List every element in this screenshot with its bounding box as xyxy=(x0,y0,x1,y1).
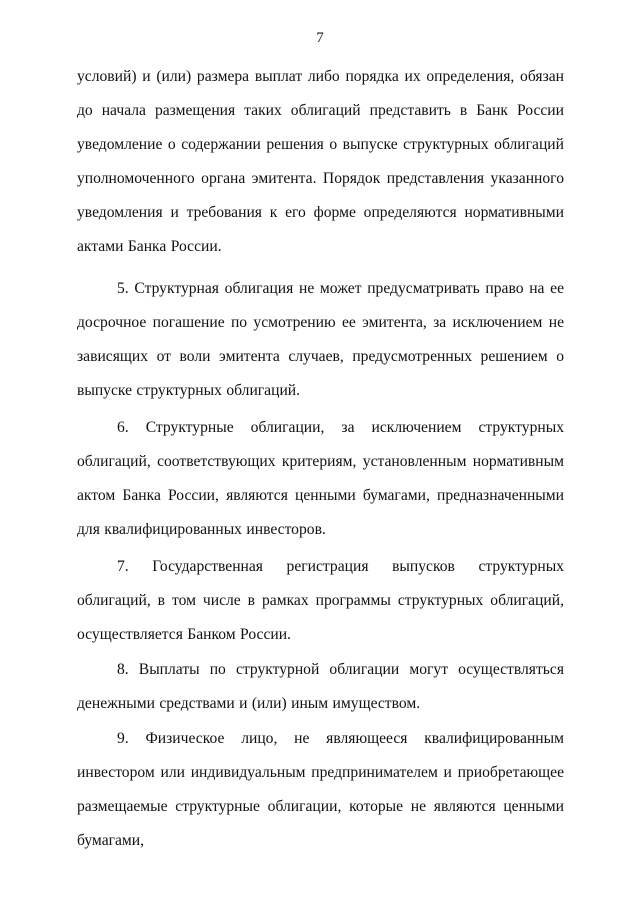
paragraph-7-block xyxy=(77,550,564,652)
paragraph-9-block xyxy=(77,722,564,858)
paragraph-8: 8. Выплаты по структурной облигации могут осуществляться денежными средствами и (или) иным имуществом. xyxy=(77,661,564,712)
paragraph-5: 5. Структурная облигация не может предусматривать право на ее досрочное погашение по усмотрению ее эмитента, за исключением не зависящих от воли эмитента случаев, предусмотренных решением о выпуске структурных облигаций. xyxy=(77,280,564,399)
paragraph-continuation: условий) и (или) размера выплат либо порядка их определения, обязан до начала размещения таких облигаций представить в Банк России уведомление о содержании решения о выпуске структурных облигаций уполномоченного органа эмитента. Порядок представления указанного уведомления и требования к его форме определяются нормативными актами Банка России. xyxy=(77,68,564,255)
paragraph-5-block xyxy=(77,272,564,408)
paragraph-6: 6. Структурные облигации, за исключением структурных облигаций, соответствующих критериям, установленным нормативным актом Банка России, являются ценными бумагами, предназначенными для квалифицированных инвесторов. xyxy=(77,419,564,538)
paragraph-6-block xyxy=(77,411,564,547)
paragraph-7: 7. Государственная регистрация выпусков структурных облигаций, в том числе в рамках программы структурных облигаций, осуществляется Банком России. xyxy=(77,558,564,643)
paragraph-continuation-block xyxy=(77,60,564,264)
paragraph-9: 9. Физическое лицо, не являющееся квалифицированным инвестором или индивидуальным предпринимателем и приобретающее размещаемые структурные облигации, которые не являются ценными бумагами, xyxy=(77,730,564,849)
page-number: 7 xyxy=(316,30,324,46)
paragraph-8-block xyxy=(77,653,564,721)
